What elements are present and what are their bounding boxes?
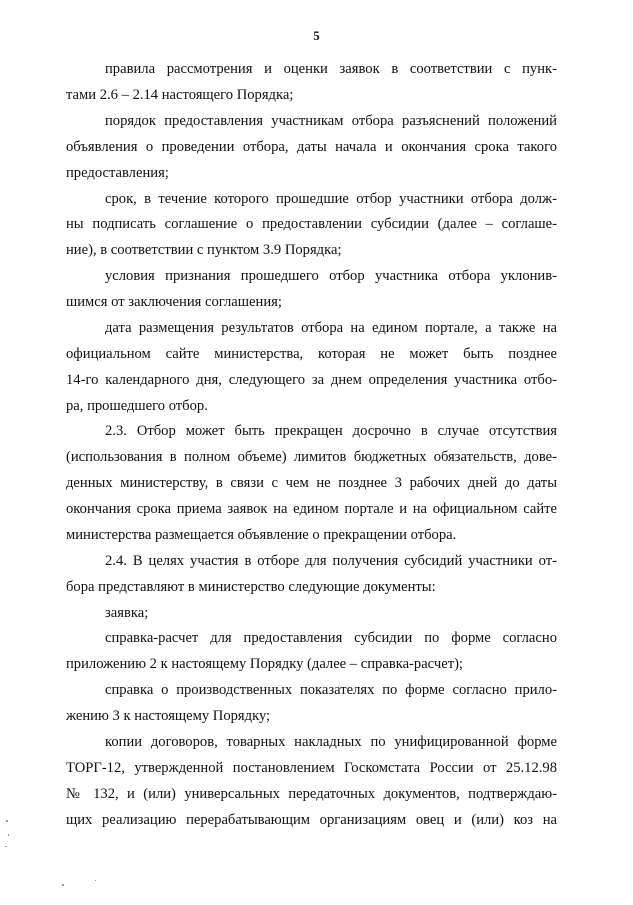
- text-line: срок, в течение которого прошедшие отбор участники отбора долж-: [105, 191, 557, 207]
- scan-speck: [95, 880, 96, 881]
- page-number: 5: [313, 28, 320, 43]
- text-line: денных министерству, в связи с чем не позднее 3 рабочих дней до даты: [66, 475, 557, 491]
- text-line: приложению 2 к настоящему Порядку (далее – справка-расчет);: [66, 656, 463, 672]
- text-line: дата размещения результатов отбора на едином портале, а также на: [105, 320, 557, 336]
- text-line: объявления о проведении отбора, даты начала и окончания срока такого: [66, 139, 557, 155]
- text-line: министерства размещается объявление о прекращении отбора.: [66, 527, 457, 543]
- text-line: тами 2.6 – 2.14 настоящего Порядка;: [66, 87, 294, 103]
- scan-speck: [6, 820, 8, 822]
- text-line: 2.4. В целях участия в отборе для получения субсидий участники от-: [105, 553, 557, 569]
- text-line: окончания срока приема заявок на едином портале и на официальном сайте: [66, 501, 557, 517]
- text-line: 2.3. Отбор может быть прекращен досрочно в случае отсутствия: [105, 423, 557, 439]
- text-line: щих реализацию перерабатывающим организациям овец и (или) коз на: [66, 812, 557, 828]
- text-line: предоставления;: [66, 165, 169, 181]
- text-line: порядок предоставления участникам отбора разъяснений положений: [105, 113, 557, 129]
- text-line: № 132, и (или) универсальных передаточных документов, подтверждаю-: [66, 786, 557, 802]
- text-line: ра, прошедшего отбор.: [66, 398, 208, 414]
- text-line: официальном сайте министерства, которая не может быть позднее: [66, 346, 557, 362]
- text-line: 14-го календарного дня, следующего за днем определения участника отбо-: [66, 372, 557, 388]
- text-line: ние), в соответствии с пунктом 3.9 Порядка;: [66, 242, 342, 258]
- scan-speck: [5, 846, 7, 847]
- text-line: правила рассмотрения и оценки заявок в соответствии с пунк-: [105, 61, 557, 77]
- scan-speck: [62, 884, 64, 886]
- text-line: жению 3 к настоящему Порядку;: [66, 708, 271, 724]
- text-line: справка-расчет для предоставления субсидии по форме согласно: [105, 630, 557, 646]
- text-line: справка о производственных показателях по форме согласно прило-: [105, 682, 557, 698]
- text-line: ТОРГ-12, утвержденной постановлением Госкомстата России от 25.12.98: [66, 760, 557, 776]
- text-line: копии договоров, товарных накладных по унифицированной форме: [105, 734, 557, 750]
- scan-speck: [8, 834, 9, 836]
- text-line: условия признания прошедшего отбор участника отбора уклонив-: [105, 268, 557, 284]
- text-line: (использования в полном объеме) лимитов бюджетных обязательств, дове-: [66, 449, 557, 465]
- text-line: шимся от заключения соглашения;: [66, 294, 282, 310]
- text-line: заявка;: [105, 605, 149, 621]
- text-line: ны подписать соглашение о предоставлении субсидии (далее – соглаше-: [66, 216, 557, 232]
- text-line: бора представляют в министерство следующие документы:: [66, 579, 436, 595]
